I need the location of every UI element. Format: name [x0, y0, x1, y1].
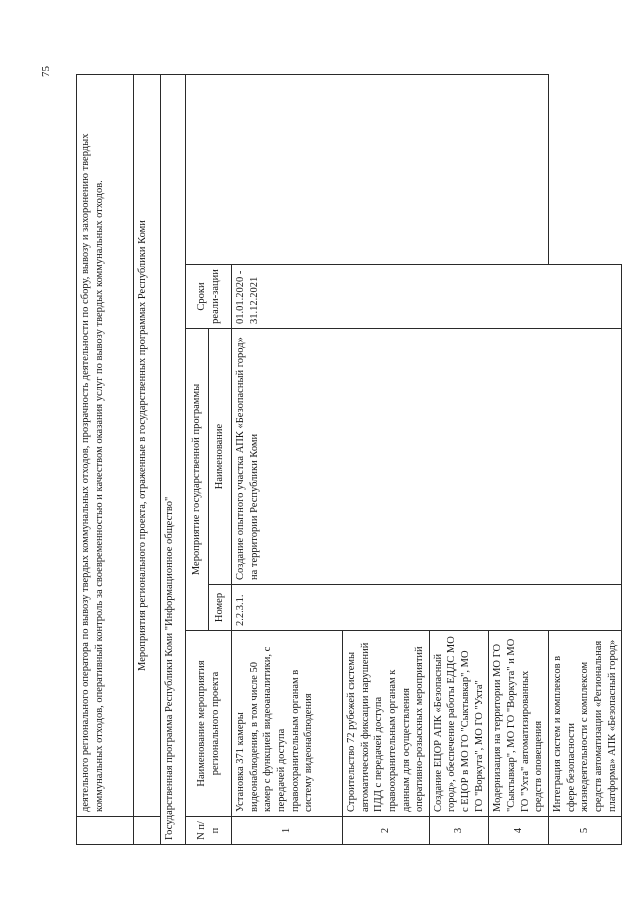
row-event: Строительство 72 рубежей системы автоматической фиксации нарушений ПДД с передачей доступа правоохранительным органам к данным для осуществления оперативно-розыскных мероприятий [343, 631, 430, 817]
program-title: Государственная программа Республики Коми "Информационное общество" [161, 75, 186, 845]
regional-project-table [76, 74, 622, 845]
header-state-program-event: Мероприятие государственной программы [186, 329, 209, 631]
header-project-event: Наименование мероприятия регионального проекта [186, 631, 232, 817]
row-num: 5 [548, 817, 621, 845]
row-program-name: Создание опытного участка АПК «Безопасный город» на территории Республики Коми [232, 329, 622, 585]
header-deadlines: Сроки реали-зации [186, 265, 232, 329]
row-event: Установка 371 камеры видеонаблюдения, в том числе 50 камер с функцией видеоаналитики, с передачей доступа правоохранительным органам в систему видеонаблюдения [232, 631, 343, 817]
row-event: Модернизация на территории МО ГО "Сыктывкар", МО ГО "Воркута" и МО ГО "Ухта" автоматизированных средств оповещения [489, 631, 549, 817]
row-num: 2 [343, 817, 430, 845]
row-num: 1 [232, 817, 343, 845]
header-name: Наименование [209, 329, 232, 585]
row-program-number: 2.2.3.1. [232, 585, 622, 631]
row-num: 3 [429, 817, 489, 845]
intro-row [77, 75, 134, 845]
header-number: Номер [209, 585, 232, 631]
page-number: 75 [40, 66, 52, 77]
program-row [161, 75, 186, 845]
table-header-row [186, 75, 209, 845]
section-title: Мероприятия регионального проекта, отраженные в государственных программах Республики Коми [134, 75, 161, 817]
row-event: Создание ЕЦОР АПК «Безопасный город», обеспечение работы ЕДДС МО с ЕЦОР в МО ГО "Сыктывкар", МО ГО "Воркута", МО ГО "Ухта" [429, 631, 489, 817]
row-num: 4 [489, 817, 549, 845]
intro-text: деятельного регионального оператора по вывозу твердых коммунальных отходов, прозрачность деятельности по сбору, вывозу и захоронению твердых коммунальных отходов, оперативный контроль за своевременностью и качеством оказания услуг по вывозу твердых коммунальных отходов. [77, 75, 134, 817]
section-title-row [134, 75, 161, 845]
row-event: Интеграция систем и комплексов в сфере безопасности жизнедеятельности с комплексом средств автоматизации «Региональная платформа» АПК «Безопасный город» [548, 631, 621, 817]
row-deadline: 01.01.2020 - 31.12.2021 [232, 265, 622, 329]
right-empty-cell [186, 75, 549, 265]
header-num: N п/п [186, 817, 232, 845]
